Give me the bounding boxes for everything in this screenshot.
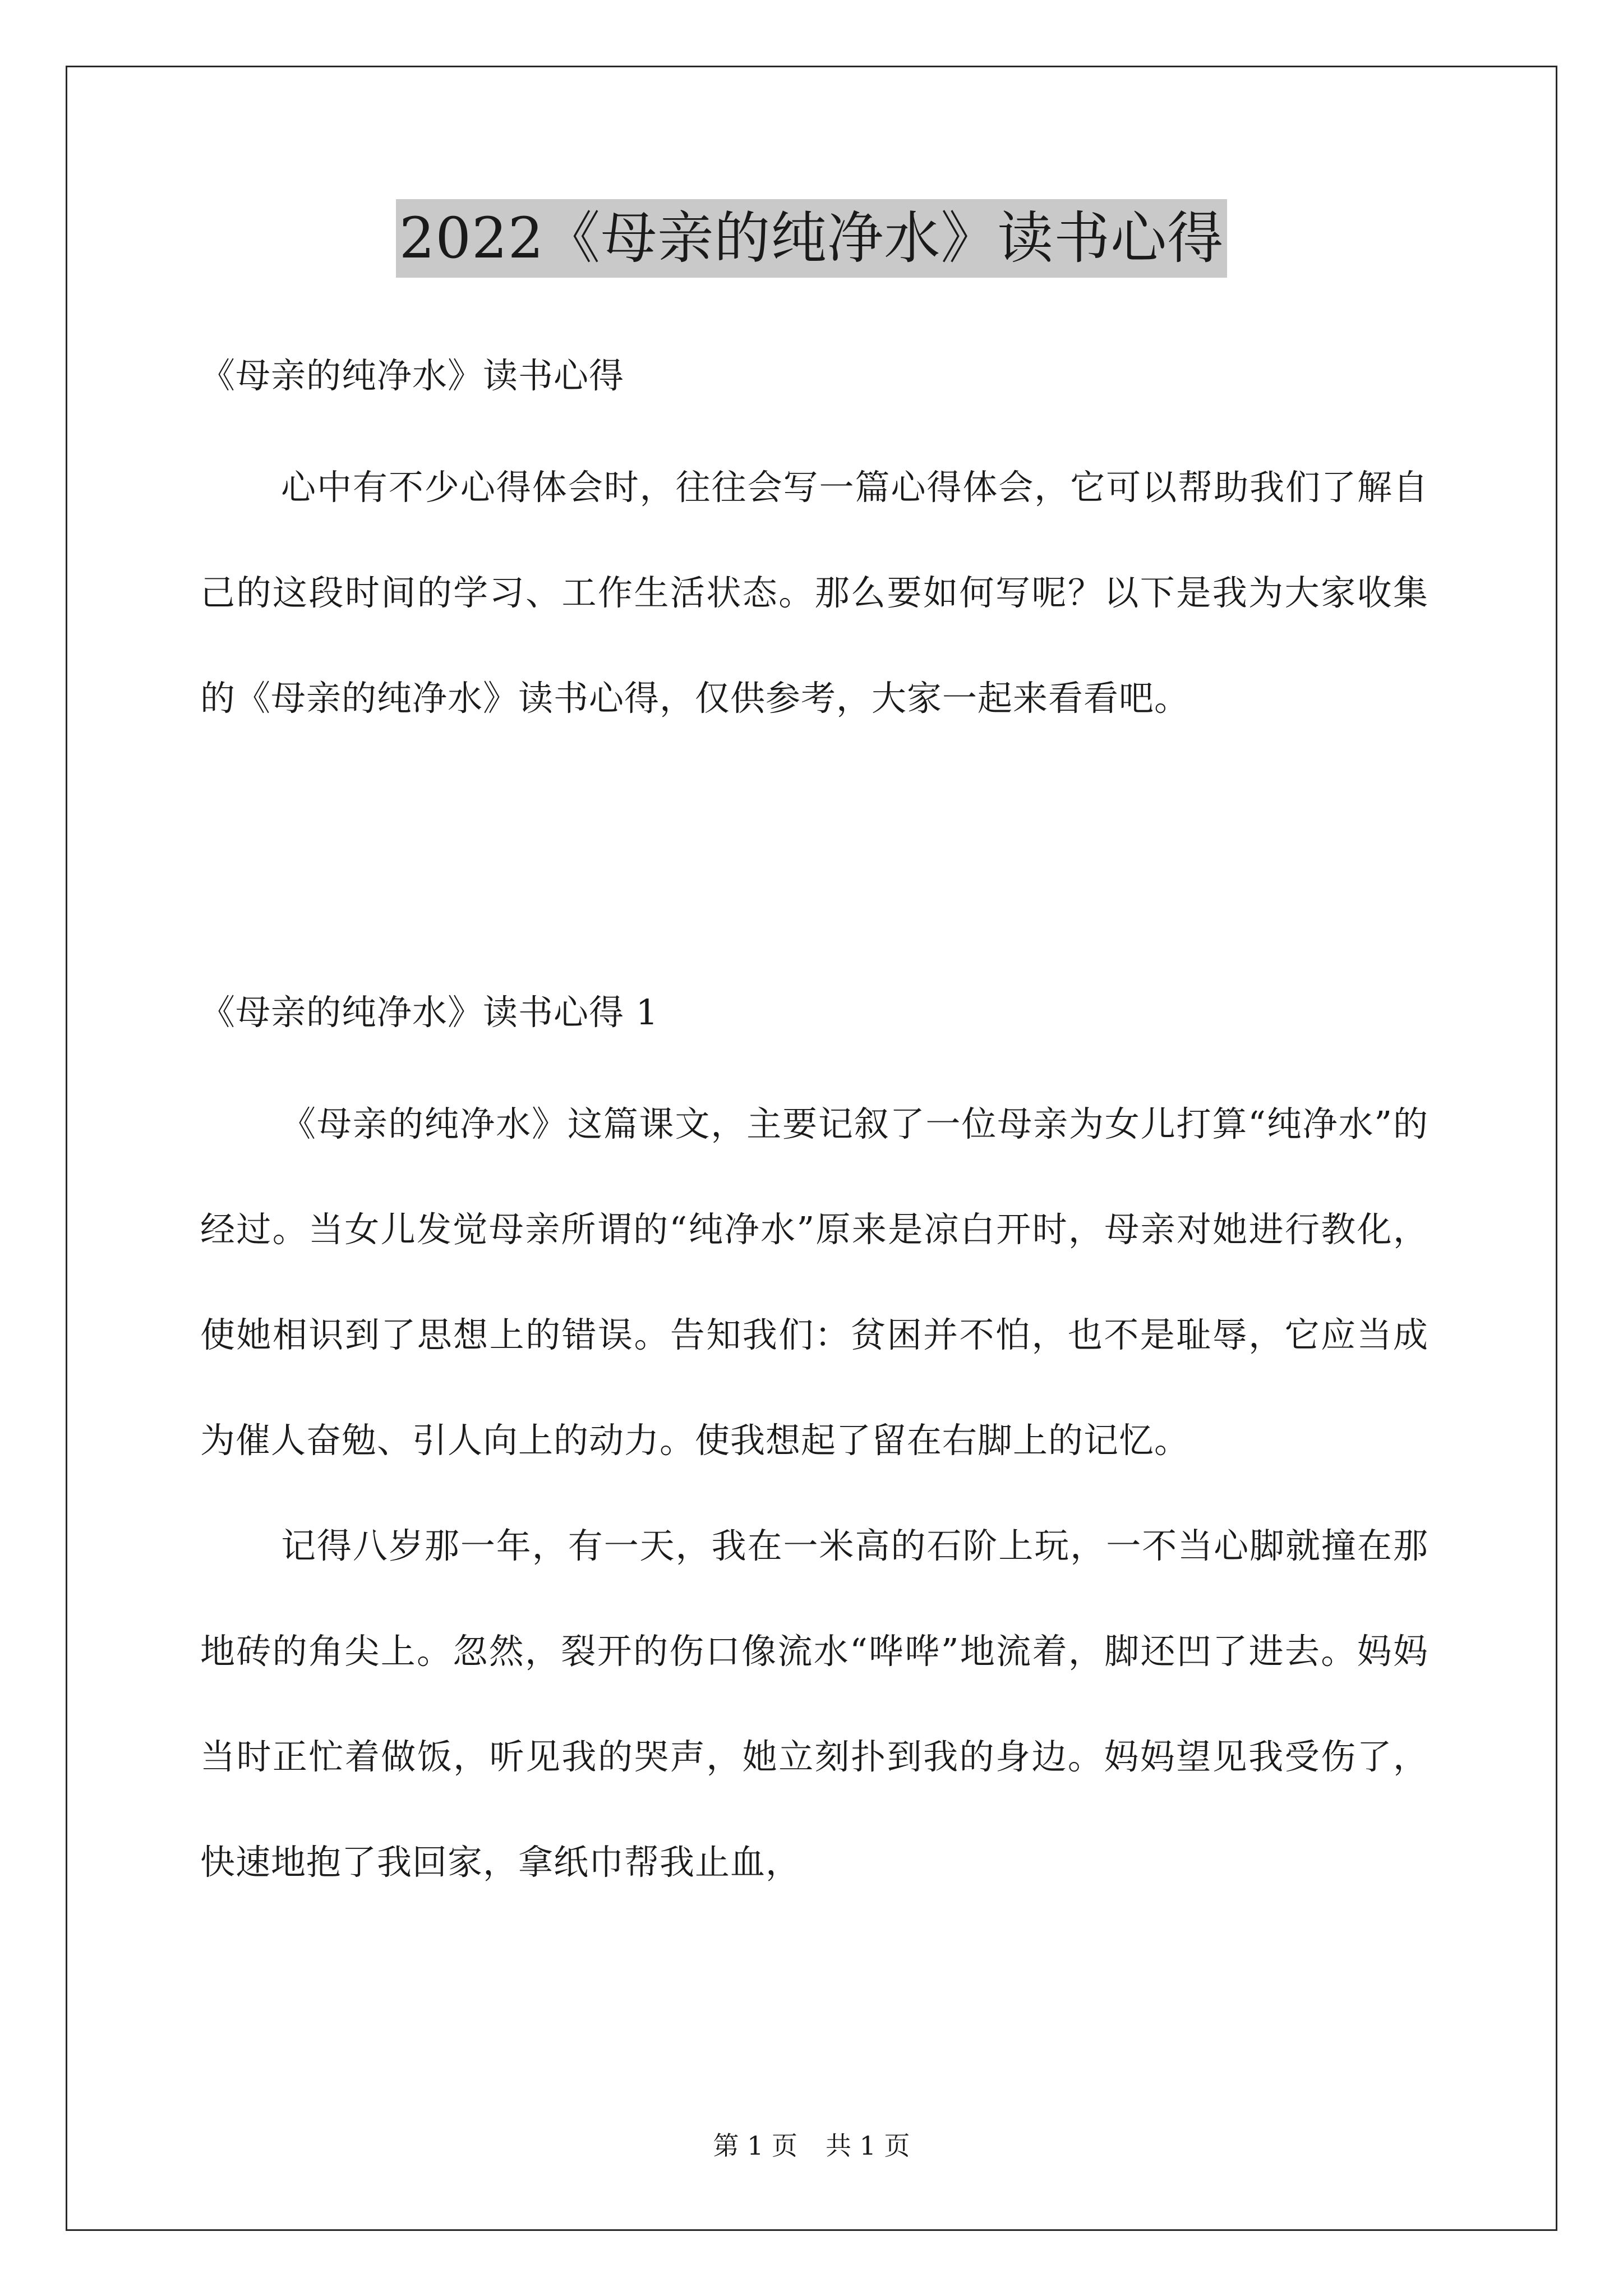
document-title: 2022《母亲的纯净水》读书心得 — [396, 199, 1228, 278]
section-1-body — [200, 1071, 1428, 1915]
intro-paragraph: 心中有不少心得体会时，往往会写一篇心得体会，它可以帮助我们了解自己的这段时间的学习、工作生活状态。那么要如何写呢？以下是我为大家收集的《母亲的纯净水》读书心得，仅供参考，大家一起来看看吧。 — [200, 467, 1428, 719]
section-1 — [200, 990, 1428, 1035]
intro-section — [200, 435, 1428, 751]
document-body-top — [200, 353, 1428, 398]
page-number-total: 共 1 页 — [826, 2131, 910, 2161]
section-paragraph-1: 《母亲的纯净水》这篇课文，主要记叙了一位母亲为女儿打算“纯净水”的经过。当女儿发觉母亲所谓的“纯净水”原来是凉白开时，母亲对她进行教化，使她相识到了思想上的错误。告知我们：贫困并不怕，也不是耻辱，它应当成为催人奋勉、引人向上的动力。使我想起了留在右脚上的记忆。 — [200, 1103, 1428, 1461]
section-paragraph-2: 记得八岁那一年，有一天，我在一米高的石阶上玩，一不当心脚就撞在那地砖的角尖上。忽然，裂开的伤口像流水“哗哗”地流着，脚还凹了进去。妈妈当时正忙着做饭，听见我的哭声，她立刻扑到我的身边。妈妈望见我受伤了，快速地抱了我回家，拿纸巾帮我止血， — [200, 1525, 1428, 1883]
title-container — [0, 199, 1623, 278]
page-number-current: 第 1 页 — [713, 2131, 797, 2161]
section-heading: 《母亲的纯净水》读书心得 1 — [200, 992, 659, 1033]
page-footer — [0, 2129, 1623, 2162]
document-subtitle: 《母亲的纯净水》读书心得 — [200, 355, 625, 396]
